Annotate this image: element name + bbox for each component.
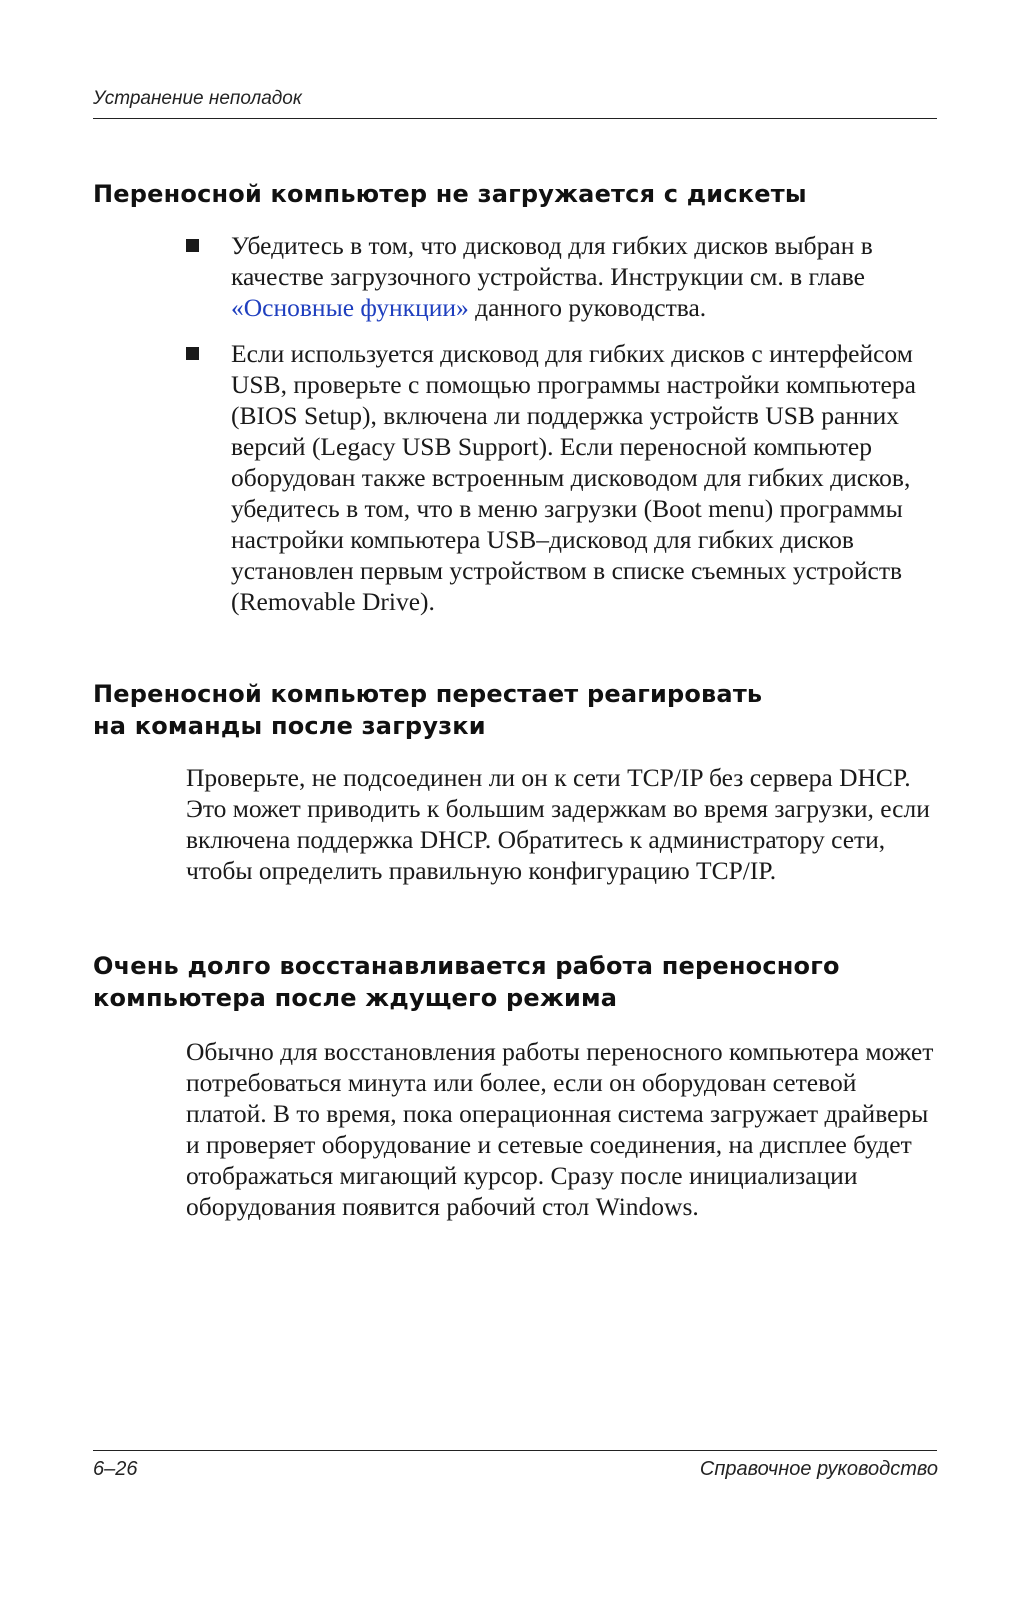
book-title: Справочное руководство <box>699 1458 938 1480</box>
footer-rule <box>93 1450 937 1451</box>
heading-line: Очень долго восстанавливается работа переносного <box>93 952 840 980</box>
page-number: 6–26 <box>93 1458 138 1480</box>
paragraph-tcpip: Проверьте, не подсоединен ли он к сети TCP/IP без сервера DHCP. Это может приводить к большим задержкам во время загрузки, если включена поддержка DHCP. Обратитесь к администратору сети, чтобы определить правильную конфигурацию TCP/IP. <box>186 763 930 885</box>
section-heading-unresponsive <box>93 678 943 742</box>
bullet-text-part: данного руководства. <box>468 293 707 322</box>
section-heading-floppy-boot: Переносной компьютер не загружается с дискеты <box>93 180 807 208</box>
bullet-item-boot-device <box>231 230 941 323</box>
heading-line: Переносной компьютер перестает реагировать <box>93 680 763 708</box>
link-basic-functions[interactable]: «Основные функции» <box>231 293 469 322</box>
running-header: Устранение неполадок <box>93 88 302 109</box>
bullet-text-part: Убедитесь в том, что дисковод для гибких дисков выбран в качестве загрузочного устройства. Инструкции см. в главе <box>231 231 873 291</box>
paragraph-resume: Обычно для восстановления работы переносного компьютера может потребоваться минута или более, если он оборудован сетевой платой. В то время, пока операционная система загружает драйверы и проверяет оборудование и сетевые соединения, на дисплее будет отображаться мигающий курсор. Сразу после инициализации оборудования появится рабочий стол Windows. <box>186 1037 934 1221</box>
bullet-marker <box>186 347 199 360</box>
heading-line: компьютера после ждущего режима <box>93 984 618 1012</box>
bullet-item-usb-floppy: Если используется дисковод для гибких дисков с интерфейсом USB, проверьте с помощью программы настройки компьютера (BIOS Setup), включена ли поддержка устройств USB ранних версий (Legacy USB Support). Если переносной компьютер оборудован также встроенным дисководом для гибких дисков, убедитесь в том, что в меню загрузки (Boot menu) программы настройки компьютера USB–дисковод для гибких дисков установлен первым устройством в списке съемных устройств (Removable Drive). <box>231 339 916 616</box>
section-heading-resume-slow <box>93 950 943 1014</box>
heading-line: на команды после загрузки <box>93 712 486 740</box>
header-rule <box>93 118 937 119</box>
bullet-marker <box>186 239 199 252</box>
